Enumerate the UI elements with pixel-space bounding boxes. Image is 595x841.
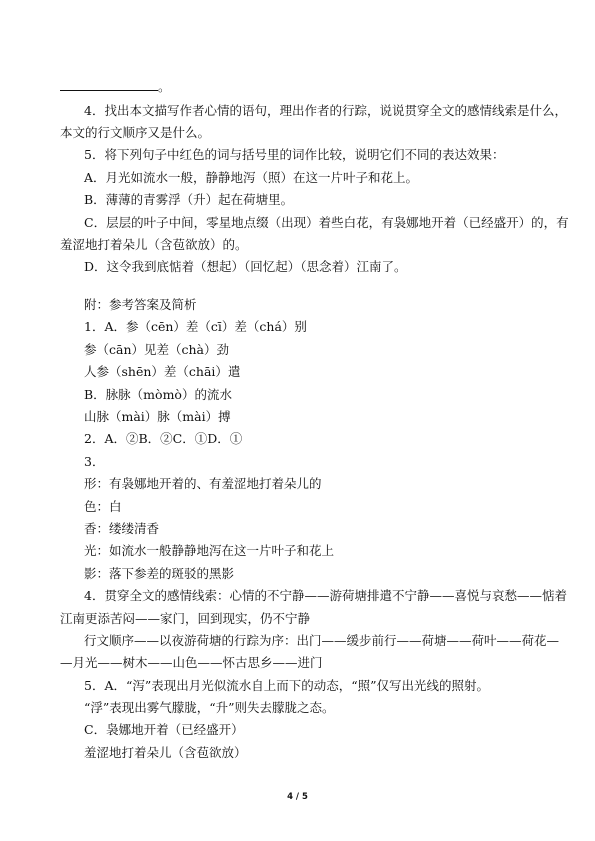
text-line: 羞涩地打着朵儿（含苞欲放）: [84, 745, 247, 760]
text-line: 1．A．参（cēn）差（cī）差（chá）别: [84, 319, 307, 334]
text-line: 人参（shēn）差（chāi）遣: [84, 364, 241, 379]
text-line: 影：落下参差的斑驳的黑影: [84, 566, 235, 581]
fill-blank: [60, 80, 158, 91]
text-line: 4．贯穿全文的感情线索：心情的不宁静——游荷塘排遣不宁静——喜悦与哀愁——惦着: [84, 588, 567, 603]
text-line: 本文的行文顺序又是什么。: [60, 125, 211, 140]
text-line: 光：如流水一般静静地泻在这一片叶子和花上: [84, 543, 335, 558]
text-line: 3．: [84, 454, 105, 469]
text-line: B．脉脉（mòmò）的流水: [84, 387, 232, 402]
text-line: 参（cān）见差（chà）劲: [84, 342, 230, 357]
text-line: 色：白: [84, 499, 122, 514]
section-heading: 附：参考答案及简析: [84, 297, 197, 312]
text-line: 羞涩地打着朵儿（含苞欲放）的。: [60, 237, 248, 252]
text-line: 5．将下列句子中红色的词与括号里的词作比较，说明它们不同的表达效果：: [84, 147, 505, 162]
text-line: —月光——树木——山色——怀古思乡——进门: [60, 655, 323, 670]
text-line: B．薄薄的青雾浮（升）起在荷塘里。: [84, 192, 294, 207]
text-line: 2．A．②B．②C．①D．①: [84, 431, 243, 446]
text-line: 形：有袅娜地开着的、有羞涩地打着朵儿的: [84, 476, 322, 491]
text-line: 5．A．“泻”表现出月光似流水自上而下的动态，“照”仅写出光线的照射。: [84, 678, 490, 693]
text-line: “浮”表现出雾气朦胧，“升”则失去朦胧之态。: [84, 700, 335, 715]
text-line: D．这令我到底惦着（想起）（回忆起）（思念着）江南了。: [84, 259, 407, 274]
text-line: 香：缕缕清香: [84, 521, 160, 536]
text-line: C．袅娜地开着（已经盛开）: [84, 722, 244, 737]
text-line-blank: 。: [60, 79, 550, 95]
text-line: 4．找出本文描写作者心情的语句，理出作者的行踪，说说贯穿全文的感情线索是什么，: [84, 103, 567, 118]
text-line: 江南更添苦闷——家门，回到现实，仍不宁静: [60, 611, 311, 626]
page-number: 4 / 5: [287, 792, 308, 802]
text-line: A．月光如流水一般，静静地泻（照）在这一片叶子和花上。: [84, 170, 419, 185]
text-line: C．层层的叶子中间，零星地点缀（出现）着些白花，有袅娜地开着（已经盛开）的，有: [84, 215, 569, 230]
text-line: 山脉（mài）脉（mài）搏: [84, 409, 231, 424]
text-line: 行文顺序——以夜游荷塘的行踪为序：出门——缓步前行——荷塘——荷叶——荷花—: [84, 633, 560, 648]
